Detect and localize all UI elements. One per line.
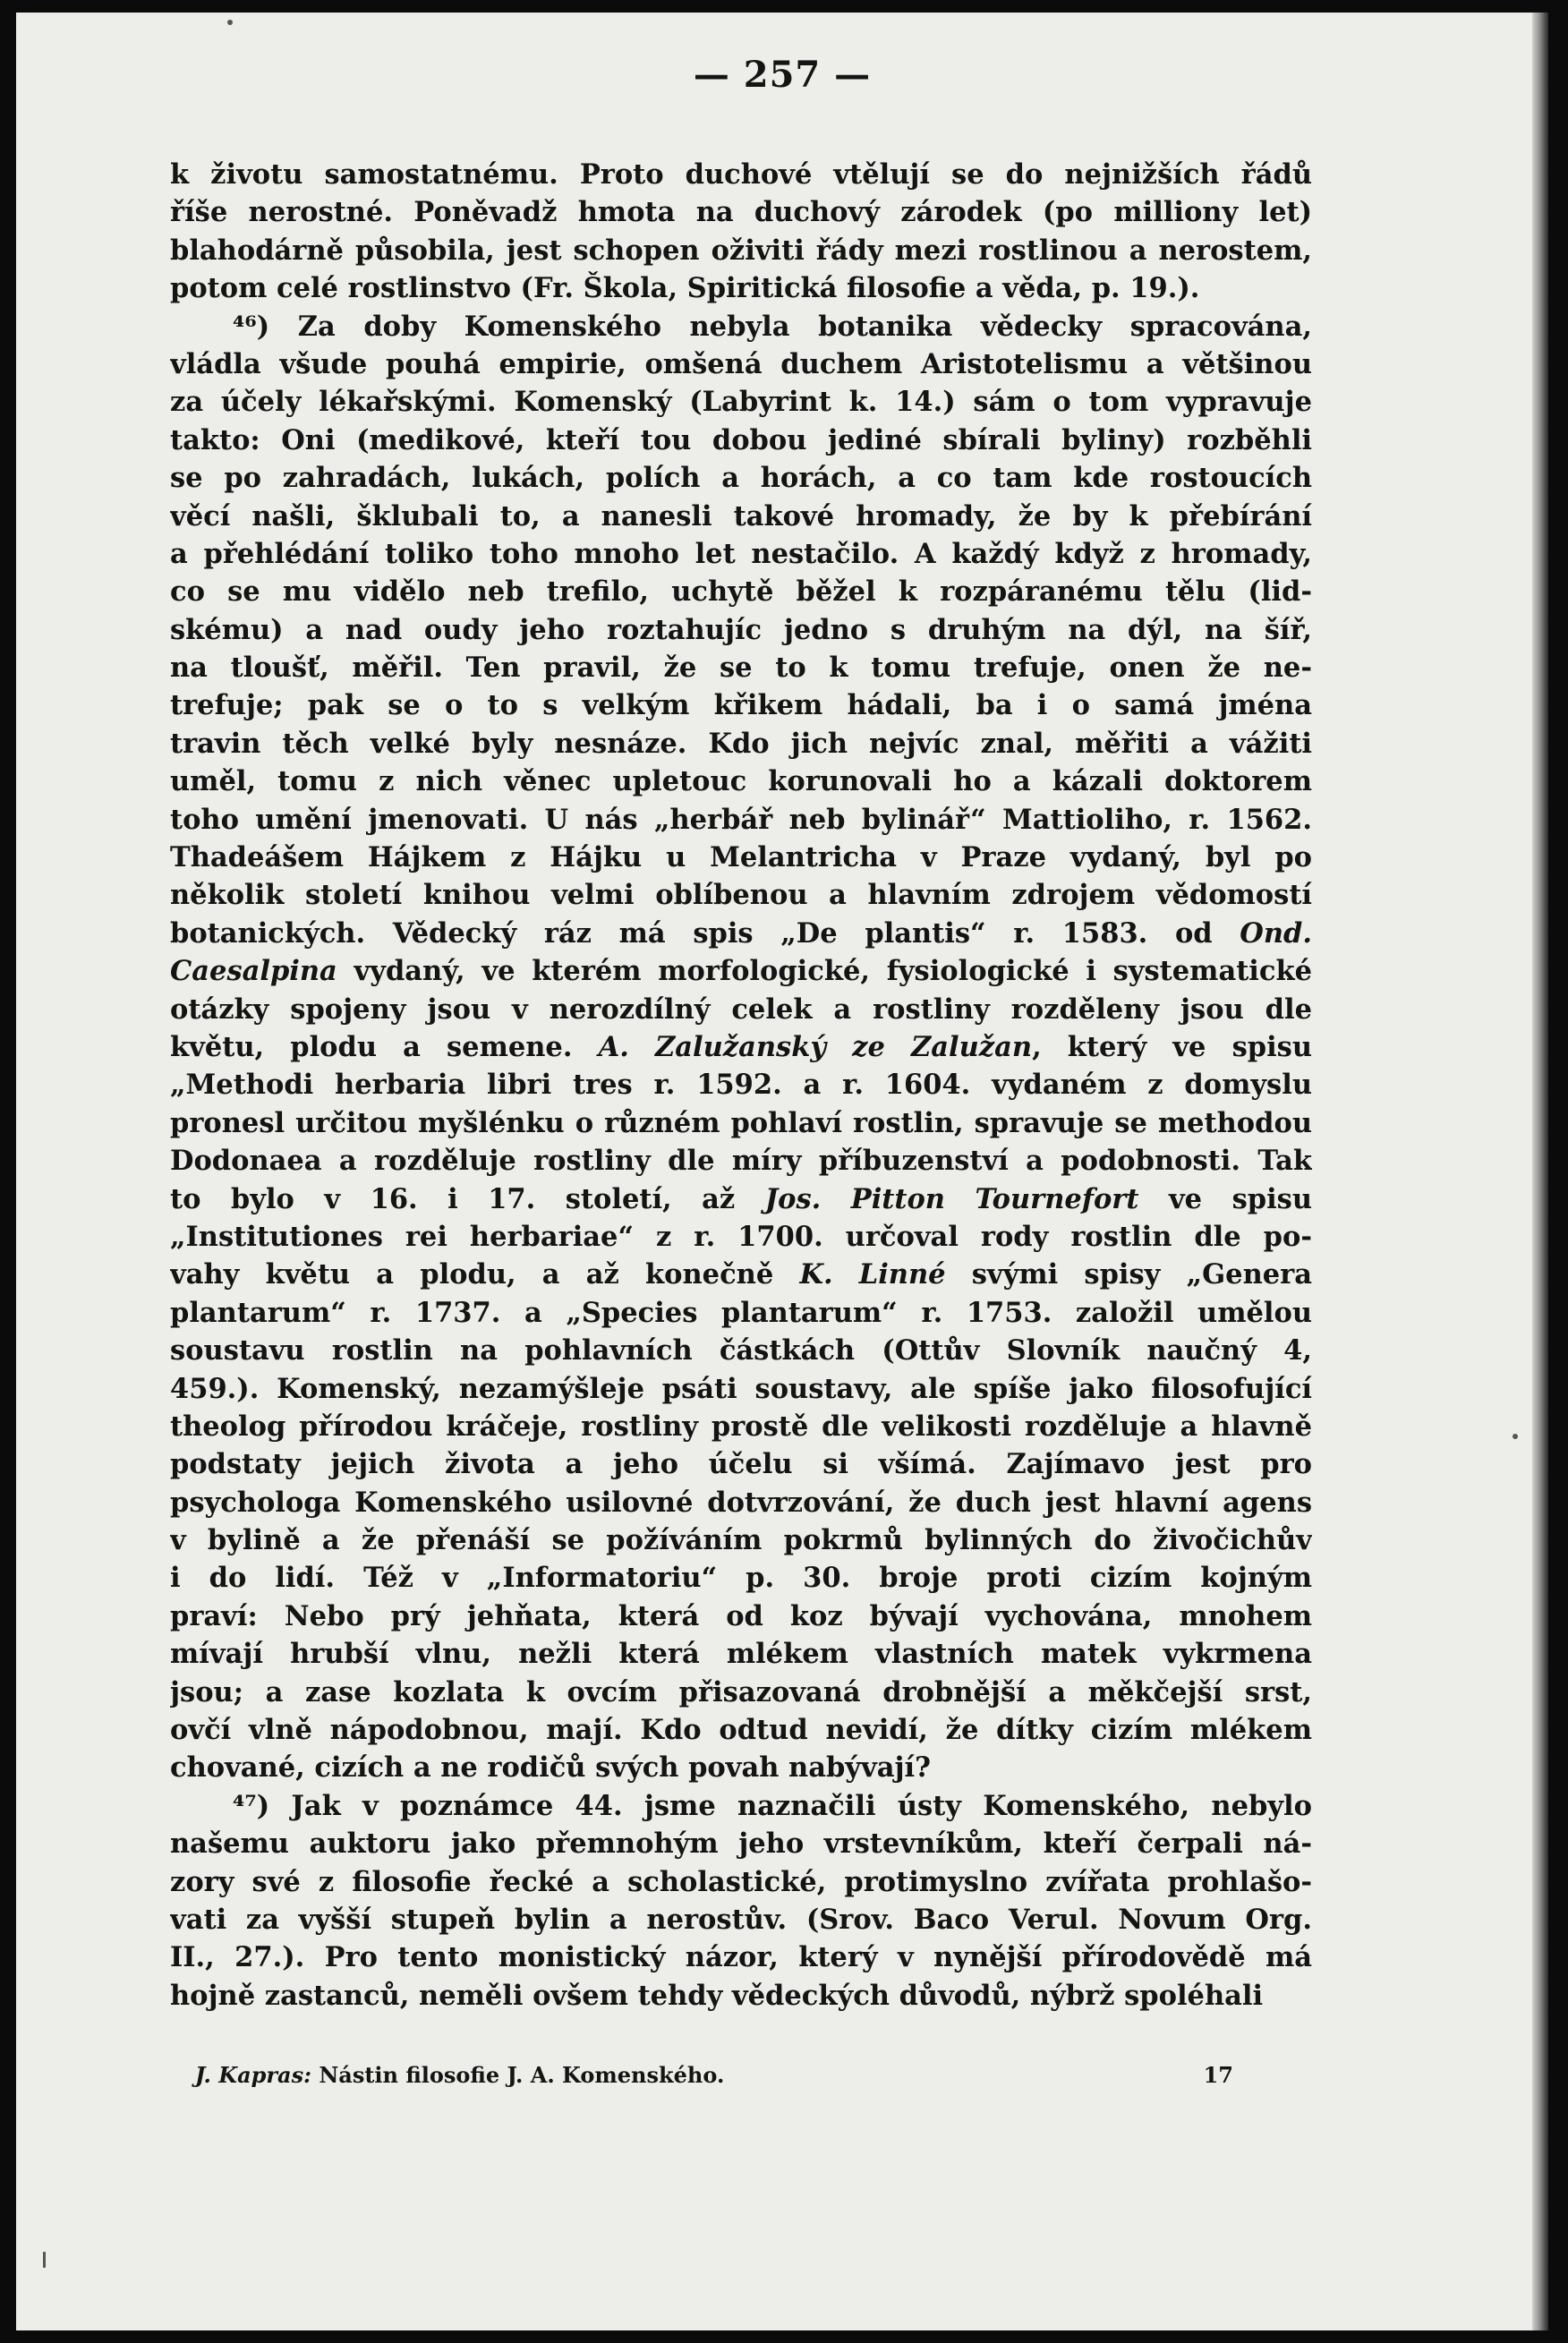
text-line: uměl, tomu z nich věnec upletouc korunovali ho a kázali doktorem [170,765,1312,798]
text-line: za účely lékařskými. Komenský (Labyrint k. 14.) sám o tom vypravuje [170,386,1312,419]
text-line: II., 27.). Pro tento monistický názor, který v nynější přírodovědě má [170,1941,1312,1974]
text-line: soustavu rostlin na pohlavních částkách (Ottův Slovník naučný 4, [170,1334,1312,1367]
text-line: praví: Nebo prý jehňata, která od koz bývají vychována, mnohem [170,1599,1312,1632]
text-line: chované, cizích a ne rodičů svých povah nabývají? [170,1751,931,1785]
page-footer [195,2062,1233,2088]
text-line: plantarum“ r. 1737. a „Species plantarum“ r. 1753. založil umělou [170,1296,1312,1329]
text-line: to bylo v 16. i 17. století, až Jos. Pitton Tournefort ve spisu [170,1182,1312,1215]
text-line: k životu samostatnému. Proto duchové vtělují se do nejnižších řádů [170,158,1312,191]
text-line: Dodonaea a rozděluje rostliny dle míry příbuzenství a podobnosti. Tak [170,1145,1312,1178]
text-line: botanických. Vědecký ráz má spis „De plantis“ r. 1583. od Ond. [170,916,1312,950]
page-edge [1532,13,1548,2330]
text-line: 459.). Komenský, nezamýšleje psáti soustavy, ale spíše jako filosofující [170,1372,1312,1405]
text-line: Caesalpina vydaný, ve kterém morfologické, fysiologické i systematické [170,955,1312,988]
text-line: zory své z filosofie řecké a scholastické, protimyslno zvířata prohlašo- [170,1865,1312,1898]
text-line: psychologa Komenského usilovné dotvrzování, že duch jest hlavní agens [170,1486,1312,1519]
text-line: mívají hrubší vlnu, nežli která mlékem vlastních matek vykrmena [170,1638,1312,1671]
text-line: „Institutiones rei herbariae“ z r. 1700. určoval rody rostlin dle po- [170,1220,1312,1253]
text-line: říše nerostné. Poněvadž hmota na duchový zárodek (po milliony let) [170,196,1312,229]
text-line: a přehlédání toliko toho mnoho let nestačilo. A každý když z hromady, [170,537,1312,570]
text-line: vahy květu a plodu, a až konečně K. Linné svými spisy „Genera [170,1258,1312,1291]
text-line: ovčí vlně nápodobnou, mají. Kdo odtud nevidí, že dítky cizím mlékem [170,1714,1312,1747]
footer-title: Nástin filosofie J. A. Komenského. [319,2062,725,2088]
text-line: věcí našli, šklubali to, a nanesli takové hromady, že by k přebírání [170,499,1312,532]
text-line: našemu auktoru jako přemnohým jeho vrstevníkům, kteří čerpali ná- [170,1828,1312,1861]
sheet-number: 17 [1203,2062,1233,2088]
text-line: co se mu vidělo neb trefilo, uchytě běžel k rozpáranému tělu (lid- [170,575,1312,609]
text-line: se po zahradách, lukách, polích a horách, a co tam kde rostoucích [170,462,1312,495]
text-line: theolog přírodou kráčeje, rostliny prostě dle velikosti rozděluje a hlavně [170,1410,1312,1443]
text-line: vati za vyšší stupeň bylin a nerostův. (Srov. Baco Verul. Novum Org. [170,1903,1312,1936]
text-line: travin těch velké byly nesnáze. Kdo jich nejvíc znal, měřiti a vážiti [170,727,1312,760]
text-line: trefuje; pak se o to s velkým křikem hádali, ba i o samá jména [170,689,1312,722]
text-line: otázky spojeny jsou v nerozdílný celek a rostliny rozděleny jsou dle [170,993,1312,1026]
text-line: potom celé rostlinstvo (Fr. Škola, Spiritická filosofie a věda, p. 19.). [170,272,1200,305]
text-line: skému) a nad oudy jeho roztahujíc jedno s druhým na dýl, na šíř, [170,613,1312,646]
text-line: jsou; a zase kozlata k ovcím přisazovaná drobnější a měkčejší srst, [170,1675,1312,1708]
text-line: podstaty jejich života a jeho účelu si všímá. Zajímavo jest pro [170,1448,1312,1481]
text-line: blahodárně působila, jest schopen oživiti řády mezi rostlinou a nerostem, [170,234,1312,267]
text-line: toho umění jmenovati. U nás „herbář neb bylinář“ Mattioliho, r. 1562. [170,803,1312,836]
text-line: několik století knihou velmi oblíbenou a hlavním zdrojem vědomostí [170,879,1312,912]
text-line: pronesl určitou myšlénku o různém pohlaví rostlin, spravuje se methodou [170,1106,1312,1139]
text-line: vládla všude pouhá empirie, omšená duchem Aristotelismu a většinou [170,347,1312,380]
text-line: hojně zastanců, neměli ovšem tehdy vědeckých důvodů, nýbrž spoléhali [170,1979,1264,2012]
text-line: takto: Oni (medikové, kteří tou dobou jediné sbírali byliny) rozběhli [170,423,1312,456]
text-line: na tloušť, měřil. Ten pravil, že se to k tomu trefuje, onen že ne- [170,652,1312,685]
text-line: v bylině a že přenáší se požíváním pokrmů bylinných do živočichův [170,1524,1312,1557]
text-line: „Methodi herbaria libri tres r. 1592. a r. 1604. vydaném z domyslu [170,1069,1312,1102]
text-line: ⁴⁶) Za doby Komenského nebyla botanika vědecky spracována, [233,310,1312,343]
page-number: — 257 — [693,54,872,96]
body-text [170,156,1312,2015]
text-line: ⁴⁷) Jak v poznámce 44. jsme naznačili ústy Komenského, nebylo [233,1789,1312,1822]
book-page [16,13,1548,2330]
text-line: květu, plodu a semene. A. Zalužanský ze Zalužan, který ve spisu [170,1030,1312,1063]
footer-author: J. Kapras: [195,2062,311,2088]
text-line: i do lidí. Též v „Informatoriu“ p. 30. broje proti cizím kojným [170,1562,1312,1595]
text-line: Thadeášem Hájkem z Hájku u Melantricha v Praze vydaný, byl po [170,841,1312,874]
